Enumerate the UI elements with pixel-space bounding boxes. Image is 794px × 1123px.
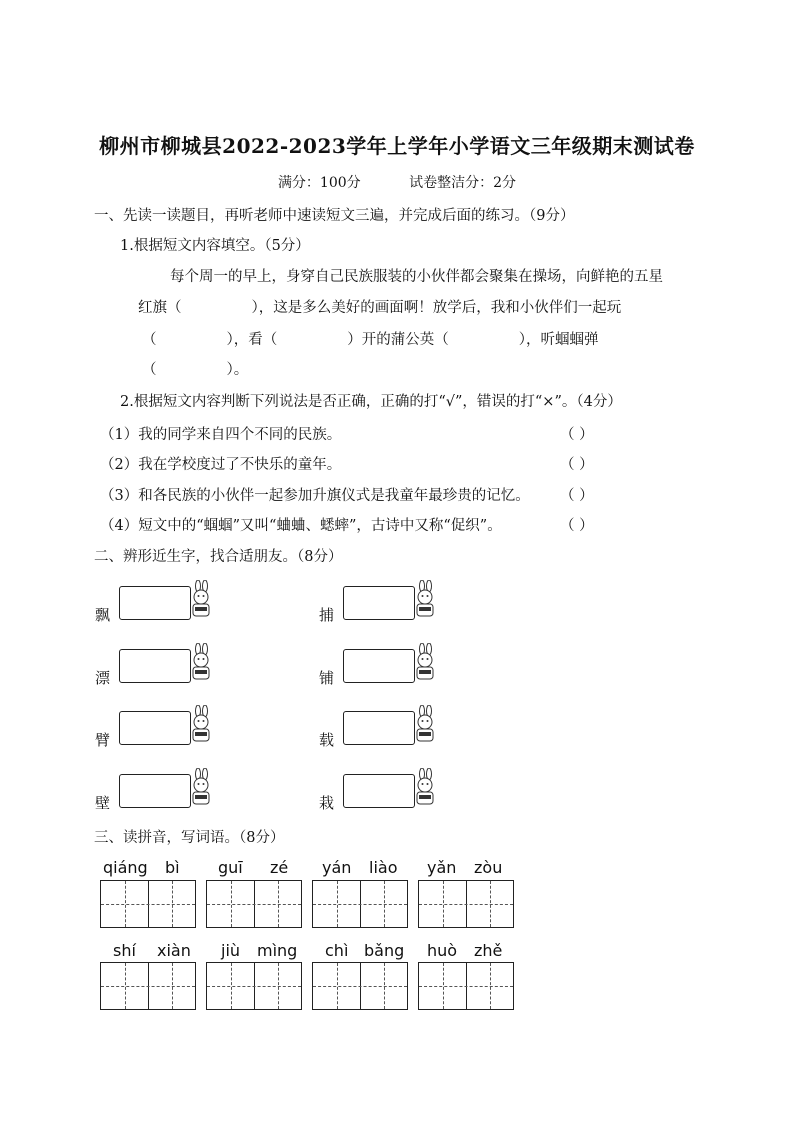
- rabbit-icon: [188, 643, 214, 681]
- pinyin: shí: [113, 941, 136, 960]
- pinyin: bì: [165, 858, 180, 877]
- pinyin: huò: [427, 941, 458, 960]
- char-piao2: 漂: [95, 669, 111, 687]
- judge-paren-2[interactable]: （ ）: [560, 457, 594, 473]
- char-zai2: 栽: [319, 794, 335, 812]
- writing-grid[interactable]: [312, 880, 408, 928]
- score-info: [0, 172, 794, 192]
- rabbit-icon: [412, 580, 438, 618]
- answer-box[interactable]: [119, 586, 191, 620]
- pinyin: zòu: [474, 858, 503, 877]
- char-bi2: 壁: [95, 794, 111, 812]
- answer-box[interactable]: [343, 586, 415, 620]
- answer-box[interactable]: [343, 649, 415, 683]
- section2-heading: 二、辨形近生字，找合适朋友。（8分）: [94, 549, 343, 565]
- char-bu: 捕: [319, 606, 335, 624]
- question2: 2.根据短文内容判断下列说法是否正确，正确的打“√”，错误的打“×”。（4分）: [120, 394, 622, 410]
- rabbit-icon: [188, 768, 214, 806]
- passage-text: （: [142, 362, 157, 378]
- char-pu: 铺: [319, 669, 335, 687]
- pinyin: yǎn: [427, 858, 457, 877]
- writing-grid[interactable]: [418, 880, 514, 928]
- passage-text: ）。: [226, 362, 249, 378]
- judge-item-2: （2）我在学校度过了不快乐的童年。: [100, 457, 342, 473]
- writing-grid[interactable]: [206, 880, 302, 928]
- char-bi: 臂: [95, 731, 111, 749]
- judge-item-4: （4）短文中的“蝈蝈”又叫“蛐蛐、蟋蟀”，古诗中又称“促织”。: [100, 518, 502, 534]
- neatness-score: 试卷整洁分：2分: [409, 175, 517, 191]
- answer-box[interactable]: [119, 774, 191, 808]
- section1-heading: 一、先读一读题目，再听老师中速读短文三遍，并完成后面的练习。（9分）: [94, 208, 575, 224]
- judge-item-3: （3）和各民族的小伙伴一起参加升旗仪式是我童年最珍贵的记忆。: [100, 488, 530, 504]
- passage-text: ），看（: [226, 332, 278, 348]
- writing-grid[interactable]: [100, 880, 196, 928]
- passage-text: 红旗（: [138, 300, 182, 316]
- rabbit-icon: [188, 705, 214, 743]
- passage-line-1: 每个周一的早上，身穿自己民族服装的小伙伴都会聚集在操场，向鲜艳的五星: [170, 269, 663, 285]
- full-score: 满分：100分: [277, 175, 361, 191]
- pinyin: bǎng: [364, 941, 405, 960]
- rabbit-icon: [188, 580, 214, 618]
- rabbit-icon: [412, 643, 438, 681]
- judge-item-1: （1）我的同学来自四个不同的民族。: [100, 427, 342, 443]
- pinyin: xiàn: [157, 941, 191, 960]
- pinyin: jiù: [221, 941, 241, 960]
- pinyin: liào: [369, 858, 398, 877]
- pinyin: yán: [322, 858, 352, 877]
- rabbit-icon: [412, 768, 438, 806]
- pinyin: chì: [325, 941, 349, 960]
- writing-grid[interactable]: [418, 962, 514, 1010]
- passage-text: （: [142, 332, 157, 348]
- answer-box[interactable]: [343, 711, 415, 745]
- answer-box[interactable]: [119, 649, 191, 683]
- passage-text: ），这是多么美好的画面啊！放学后，我和小伙伴们一起玩: [251, 300, 622, 316]
- passage-line-3: [142, 328, 599, 349]
- writing-grid[interactable]: [206, 962, 302, 1010]
- pinyin: zhě: [474, 941, 503, 960]
- answer-box[interactable]: [343, 774, 415, 808]
- passage-line-2: [138, 296, 621, 317]
- writing-grid[interactable]: [100, 962, 196, 1010]
- writing-grid[interactable]: [312, 962, 408, 1010]
- pinyin: qiáng: [103, 858, 148, 877]
- question1: 1.根据短文内容填空。（5分）: [120, 238, 310, 254]
- page-title: 柳州市柳城县2022-2023学年上学年小学语文三年级期末测试卷: [99, 134, 695, 158]
- judge-paren-1[interactable]: （ ）: [560, 427, 594, 443]
- judge-paren-3[interactable]: （ ）: [560, 488, 594, 504]
- pinyin: mìng: [257, 941, 298, 960]
- answer-box[interactable]: [119, 711, 191, 745]
- char-piao: 飘: [95, 606, 111, 624]
- rabbit-icon: [412, 705, 438, 743]
- char-zai: 载: [319, 731, 335, 749]
- judge-paren-4[interactable]: （ ）: [560, 518, 594, 534]
- section3-heading: 三、读拼音，写词语。（8分）: [94, 830, 285, 846]
- pinyin: zé: [270, 858, 289, 877]
- passage-line-4: [142, 358, 248, 379]
- passage-text: ）开的蒲公英（: [347, 332, 449, 348]
- passage-text: ），听蝈蝈弹: [518, 332, 599, 348]
- pinyin: guī: [218, 858, 243, 877]
